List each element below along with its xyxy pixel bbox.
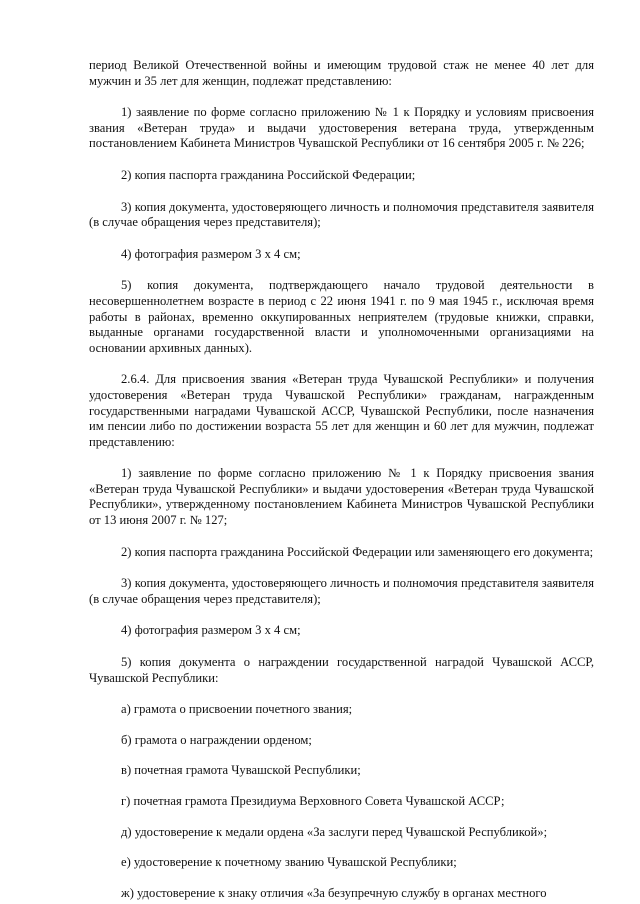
list-item-application-chuvash: 1) заявление по форме согласно приложению № 1 к Порядку присвоения звания «Ветеран труда Чувашской Республики» и выдачи удостоверения «Ветеран труда Чувашской Республики», утвержденному постановлением Кабинета Министров Чувашской Республики от 13 июня 2007 г. № 127;	[89, 466, 594, 528]
subitem-g: г) почетная грамота Президиума Верховного Совета Чувашской АССР;	[121, 794, 505, 808]
list-item-award-document: 5) копия документа о награждении государственной наградой Чувашской АССР, Чувашской Республики:	[89, 655, 594, 685]
list-item-photo: 4) фотография размером 3 х 4 см;	[121, 246, 301, 261]
list-item-representative-document-2: 3) копия документа, удостоверяющего личность и полномочия представителя заявителя (в случае обращения через представителя);	[89, 576, 594, 606]
section-2-6-4: 2.6.4. Для присвоения звания «Ветеран труда Чувашской Республики» и получения удостоверения «Ветеран труда Чувашской Республики» гражданам, награжденным государственными наградами Чувашской АССР, Чувашской Республики, после назначения им пенсии либо по достижении возраста 55 лет для женщин и 60 лет для мужчин, подлежат представлению:	[89, 372, 594, 449]
paragraph-continuation: период Великой Отечественной войны и имеющим трудовой стаж не менее 40 лет для мужчин и 35 лет для женщин, подлежат представлению:	[89, 58, 594, 88]
list-item-application-veteran: 1) заявление по форме согласно приложению № 1 к Порядку и условиям присвоения звания «Ветеран труда» и выдачи удостоверения ветерана труда, утвержденным постановлением Кабинета Министров Чувашской Республики от 16 сентября 2005 г. № 226;	[89, 105, 594, 151]
subitem-d: д) удостоверение к медали ордена «За заслуги перед Чувашской Республикой»;	[121, 824, 548, 839]
list-item-passport-copy-2: 2) копия паспорта гражданина Российской Федерации или заменяющего его документа;	[121, 544, 594, 559]
list-item-representative-document: 3) копия документа, удостоверяющего личность и полномочия представителя заявителя (в случае обращения через представителя);	[89, 199, 594, 230]
list-item-work-start-document: 5) копия документа, подтверждающего начало трудовой деятельности в несовершеннолетнем возрасте в период с 22 июня 1941 г. по 9 мая 1945 г., исключая время работы в районах, временно оккупированных неприятелем (трудовые книжки, справки, выданные органами государственной власти и уполномоченными организациями на основании архивных данных).	[89, 278, 594, 355]
subitem-v: в) почетная грамота Чувашской Республики;	[121, 763, 361, 778]
list-item-photo-2: 4) фотография размером 3 х 4 см;	[121, 623, 301, 638]
list-item-passport-copy: 2) копия паспорта гражданина Российской Федерации;	[121, 167, 416, 182]
subitem-zh: ж) удостоверение к знаку отличия «За безупречную службу в органах местного	[121, 885, 547, 900]
subitem-b: б) грамота о награждении орденом;	[121, 732, 312, 747]
subitem-e: е) удостоверение к почетному званию Чувашской Республики;	[121, 855, 457, 870]
subitem-a: а) грамота о присвоении почетного звания;	[121, 702, 353, 717]
